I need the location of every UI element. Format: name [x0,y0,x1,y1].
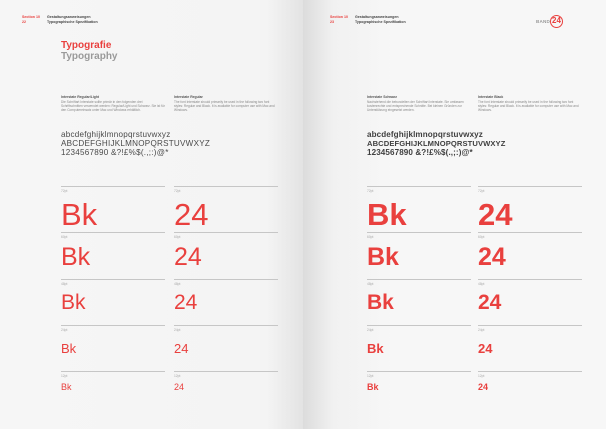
size-label: 48pt [174,282,181,286]
divider [367,232,471,233]
size-label: 12pt [367,374,374,378]
specimen-number-24pt: 24 [174,341,189,356]
size-label: 48pt [367,282,374,286]
right-page [303,0,606,429]
divider [478,186,582,187]
header-de: Gestaltungsanweisungen [355,15,399,19]
alphabet-upper: ABCDEFGHIJKLMNOPQRSTUVWXYZ [61,139,211,148]
logo-text: BAND [536,19,551,24]
divider [367,371,471,372]
divider [478,232,582,233]
divider [61,279,165,280]
alphabet-upper: ABCDEFGHIJKLMNOPQRSTUVWXYZ [367,139,506,148]
col1-text: Nachstehend die bebundelten der Schriftart Interstate. Sie umfassen kostenrechte und entsprechende Schnitte. Bei kleinen Gründen zur Unterstützung eingesetzt werden. [367,100,464,113]
divider [478,325,582,326]
size-label: 24pt [478,328,485,332]
specimen-number-48pt: 24 [478,291,502,314]
specimen-word-72pt: Bk [61,197,98,232]
specimen-word-12pt: Bk [367,382,379,392]
divider [367,186,471,187]
specimen-word-48pt: Bk [367,291,394,314]
alphabet-lower: abcdefghijklmnopqrstuvwxyz [61,130,171,139]
header-en: Typographische Spezifikation [47,19,98,24]
specimen-word-60pt: Bk [61,243,91,271]
divider [478,371,582,372]
specimen-word-60pt: Bk [367,243,399,271]
divider [367,279,471,280]
size-label: 72pt [61,189,68,193]
divider [174,279,278,280]
divider [478,279,582,280]
size-label: 24pt [61,328,68,332]
divider [174,325,278,326]
section-label: Section 10 [330,15,348,19]
divider [61,186,165,187]
specimen-number-12pt: 24 [174,382,185,392]
size-label: 12pt [174,374,181,378]
specimen-word-48pt: Bk [61,291,86,314]
size-label: 12pt [478,374,485,378]
specimen-word-24pt: Bk [367,341,384,356]
specimen-number-72pt: 24 [478,197,513,232]
specimen-number-24pt: 24 [478,341,493,356]
size-label: 12pt [61,374,68,378]
title-en: Typography [61,51,118,62]
alphabet-digits: 1234567890 &?!£%$(.,;:)@* [61,148,169,157]
specimen-number-48pt: 24 [174,291,198,314]
size-label: 60pt [478,235,485,239]
title-de: Typografie [61,40,112,51]
page-number: 22 [22,19,26,24]
size-label: 24pt [174,328,181,332]
size-label: 24pt [367,328,374,332]
size-label: 48pt [478,282,485,286]
col1-title: Interstate Schwarz [367,95,397,99]
specimen-word-72pt: Bk [367,197,407,232]
size-label: 60pt [61,235,68,239]
divider [61,325,165,326]
divider [61,371,165,372]
divider [174,186,278,187]
specimen-number-60pt: 24 [174,243,202,271]
divider [174,371,278,372]
header-de: Gestaltungsanweisungen [47,15,91,19]
alphabet-lower: abcdefghijklmnopqrstuvwxyz [367,130,483,139]
section-label: Section 10 [22,15,40,19]
divider [367,325,471,326]
col1-title: Interstate Regular/Light [61,95,100,99]
specimen-word-12pt: Bk [61,382,72,392]
specimen-number-60pt: 24 [478,243,506,271]
size-label: 60pt [174,235,181,239]
size-label: 48pt [61,282,68,286]
col2-title: Interstate Black [478,95,504,99]
divider [61,232,165,233]
col2-title: Interstate Regular [174,95,203,99]
col2-text: The font Interstate should primarily be used in the following two font styles: Regular and Black. It is available for computer use with Mac and Windows. [174,100,275,113]
specimen-word-24pt: Bk [61,341,77,356]
size-label: 60pt [367,235,374,239]
col2-text: The font Interstate should primarily be used in the following two font styles: Regular and Black. It is available for computer use with Mac and Windows. [478,100,579,113]
logo-number: 24 [552,16,561,25]
divider [174,232,278,233]
band24-logo [536,15,566,30]
page-number: 23 [330,19,334,24]
size-label: 72pt [478,189,485,193]
size-label: 72pt [367,189,374,193]
col1-text: Die Schriftart Interstate sollte primär in den folgenden drei Schriftschnitten verwendet werden: Regular/Light und Schwarz. Sie ist für den Computereinsatz unter Mac und Windows erhältlich. [61,100,165,113]
specimen-number-72pt: 24 [174,197,209,232]
specimen-number-12pt: 24 [478,382,489,392]
alphabet-digits: 1234567890 &?!£%$(.,;:)@* [367,148,473,157]
size-label: 72pt [174,189,181,193]
header-en: Typographische Spezifikation [355,19,406,24]
